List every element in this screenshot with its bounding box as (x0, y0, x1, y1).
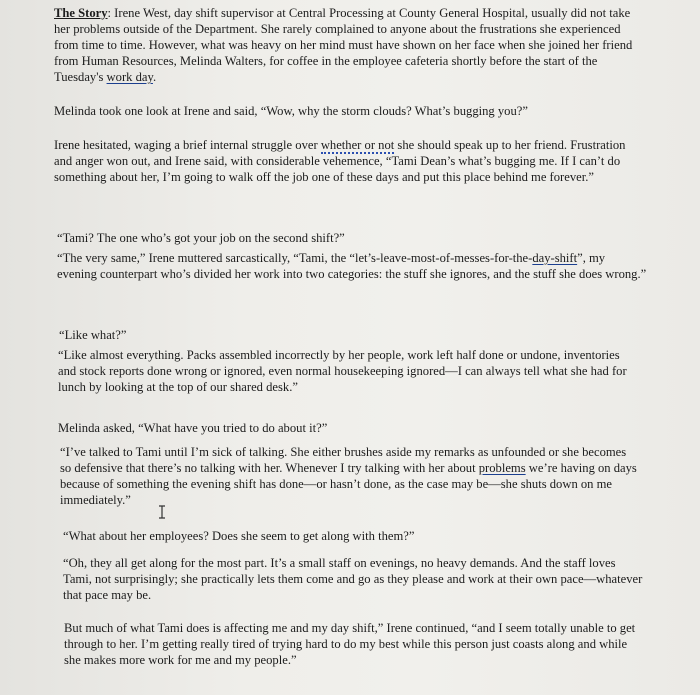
paragraph-talked-to-tami (60, 444, 640, 508)
paragraph-text: Irene hesitated, waging a brief internal struggle over (54, 138, 321, 152)
text-cursor-icon (158, 505, 166, 519)
whether-or-not-suggestion[interactable]: whether or not (320, 138, 395, 152)
paragraph-text: “Like almost everything. Packs assembled incorrectly by her people, work left half done or undone, inventories and stock reports done wrong or ignored, even normal housekeeping ignored—I can always tell what she had for lunch by looking at the top of our shared desk.” (58, 348, 627, 394)
paragraph-text: “Tami? The one who’s got your job on the second shift?” (57, 231, 345, 245)
day-shift-link[interactable]: day-shift (532, 251, 578, 265)
paragraph-like-what (59, 327, 639, 343)
paragraph-text: we’re having on days because of something the evening shift has done—or hasn’t done, as the case may be—she shuts down on me immediately.” (60, 461, 637, 507)
paragraph-text: ”, my evening counterpart who’s divided her work into two categories: the stuff she ignores, and the stuff she does wrong.” (57, 251, 647, 281)
paragraph-story-intro (54, 5, 640, 85)
paragraph-text: she should speak up to her friend. Frustration and anger won out, and Irene said, with considerable vehemence, “Tami Dean’s what’s bugging me. If I can’t do something about her, I’m going to walk off the job one of these days and put this place behind me forever.” (54, 138, 626, 184)
paragraph-text: But much of what Tami does is affecting me and my day shift,” Irene continued, “and I seem totally unable to get through to her. I’m getting really tired of trying hard to do my best while this person just coasts along and while she makes more work for me and my people.” (64, 621, 636, 667)
problems-link[interactable]: problems (478, 461, 526, 475)
paragraph-employees-question (63, 528, 643, 544)
story-intro-text: : Irene West, day shift supervisor at Central Processing at County General Hospital, usually did not take her problems outside of the Department. She rarely complained to anyone about the frustrations she experienced from time to time. However, what was heavy on her mind must have shown on her face when she joined her friend from Human Resources, Melinda Walters, for coffee in the employee cafeteria shortly before the start of the Tuesday's (54, 6, 633, 84)
story-intro-end: . (152, 70, 157, 84)
paragraph-text: Melinda took one look at Irene and said, “Wow, why the storm clouds? What’s bugging you?” (54, 104, 528, 118)
paragraph-like-almost (58, 347, 638, 395)
paragraph-very-same (57, 250, 647, 282)
paragraph-irene-continued (64, 620, 644, 668)
paragraph-melinda-question (54, 103, 640, 119)
paragraph-text: “Like what?” (59, 328, 127, 342)
paragraph-get-along (63, 555, 643, 603)
story-label: The Story (54, 6, 108, 20)
work-day-link[interactable]: work day (106, 70, 153, 84)
paragraph-irene-hesitated (54, 137, 630, 185)
paragraph-tami-question (57, 230, 637, 246)
paragraph-melinda-asked (58, 420, 638, 436)
paragraph-text: “Oh, they all get along for the most part. It’s a small staff on evenings, no heavy demands. And the staff loves Tami, not surprisingly; she practically lets them come and go as they please and work at their own pace—whatever that pace may be. (63, 556, 643, 602)
paragraph-text: “I’ve talked to Tami until I’m sick of talking. She either brushes aside my remarks as unfounded or she becomes so defensive that there’s no talking with her. Whenever I try talking with her about (60, 445, 627, 475)
paragraph-text: “What about her employees? Does she seem to get along with them?” (63, 529, 415, 543)
paragraph-text: Melinda asked, “What have you tried to do about it?” (58, 421, 328, 435)
paragraph-text: “The very same,” Irene muttered sarcastically, “Tami, the “let’s-leave-most-of-messes-for-the- (57, 251, 533, 265)
